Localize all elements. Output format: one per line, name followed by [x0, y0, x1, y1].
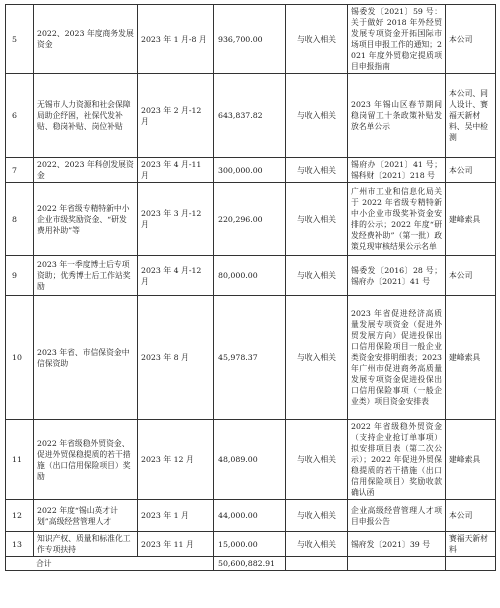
recipient-cell: 建峰索具: [446, 420, 496, 500]
row-number-cell: 9: [6, 256, 34, 296]
recipient-cell: 建峰索具: [446, 183, 496, 256]
project-name-cell: 2022、2023 年科创发展资金: [34, 158, 138, 183]
basis-document-cell: 2023 年锡山区春节期间稳岗留工十条政策补贴发放名单公示: [348, 74, 446, 158]
row-number-cell: 6: [6, 74, 34, 158]
relation-type-cell: 与收入相关: [286, 74, 348, 158]
total-amount: 50,600,882.91: [214, 557, 286, 571]
amount-cell: 15,000.00: [214, 532, 286, 557]
period-cell: 2023 年 4 月-12 月: [138, 256, 214, 296]
amount-cell: 220,296.00: [214, 183, 286, 256]
relation-type-cell: 与收入相关: [286, 256, 348, 296]
amount-cell: 936,700.00: [214, 5, 286, 74]
project-name-cell: 2023 年一季度博士后专项资助；优秀博士后工作站奖励: [34, 256, 138, 296]
basis-document-cell: 广州市工业和信息化局关于 2022 年省级专精特新中小企业市级奖补资金安排的公示；2022 年度“研发经费补助”（第一批）政策兑现审核结果公示名单: [348, 183, 446, 256]
total-row: [6, 557, 496, 571]
empty-cell: [348, 557, 446, 571]
amount-cell: 300,000.00: [214, 158, 286, 183]
project-name-cell: 2023 年省、市信保资金中信保资助: [34, 296, 138, 420]
table-row: [6, 5, 496, 74]
table-row: [6, 532, 496, 557]
relation-type-cell: 与收入相关: [286, 183, 348, 256]
table-row: [6, 158, 496, 183]
recipient-cell: 本公司、同人设计、赛福天新材料、吴中检测: [446, 74, 496, 158]
table-row: [6, 420, 496, 500]
recipient-cell: 赛福天新材料: [446, 532, 496, 557]
empty-cell: [446, 557, 496, 571]
row-number-cell: 12: [6, 500, 34, 532]
table-row: [6, 74, 496, 158]
period-cell: 2023 年 1 月: [138, 500, 214, 532]
relation-type-cell: 与收入相关: [286, 500, 348, 532]
recipient-cell: 建峰索具: [446, 296, 496, 420]
relation-type-cell: 与收入相关: [286, 5, 348, 74]
table-row: [6, 183, 496, 256]
project-name-cell: 2022 年度“锡山英才计划”高级经营管理人才: [34, 500, 138, 532]
relation-type-cell: 与收入相关: [286, 532, 348, 557]
table-row: [6, 500, 496, 532]
row-number-cell: 8: [6, 183, 34, 256]
relation-type-cell: 与收入相关: [286, 420, 348, 500]
basis-document-cell: 锡委发〔2016〕28 号；锡府办〔2021〕41 号: [348, 256, 446, 296]
basis-document-cell: 2023 年省促进经济高质量发展专项资金（促进外贸发展方向）促进投保出口信用保险项目一般企业类资金安排明细表；2023 年广州市促进商务高质量发展专项资金促进投保出口信用保险事项（一般企业类）项目资金安排表: [348, 296, 446, 420]
basis-document-cell: 锡委发〔2021〕59 号：关于做好 2018 年外经贸发展专项资金开拓国际市场项目申报工作的通知；2021 年度外贸稳定提质项目申报指南: [348, 5, 446, 74]
recipient-cell: 本公司: [446, 158, 496, 183]
row-number-cell: 5: [6, 5, 34, 74]
period-cell: 2023 年 11 月: [138, 532, 214, 557]
basis-document-cell: 2022 年省级稳外贸资金（支持企业抢订单事项）拟安排项目表（第二次公示）；2022 年促进外贸保稳提质的若干措施（出口信用保险项目）奖励收款确认函: [348, 420, 446, 500]
row-number-cell: 13: [6, 532, 34, 557]
project-name-cell: 无锡市人力资源和社会保障局助企纾困，社保代发补贴、稳岗补贴、岗位补贴: [34, 74, 138, 158]
period-cell: 2023 年 12 月: [138, 420, 214, 500]
project-name-cell: 知识产权、质量和标准化工作专项扶持: [34, 532, 138, 557]
project-name-cell: 2022、2023 年度商务发展资金: [34, 5, 138, 74]
recipient-cell: 本公司: [446, 5, 496, 74]
row-number-cell: 7: [6, 158, 34, 183]
subsidy-table: [5, 4, 496, 571]
basis-document-cell: 锡府办〔2021〕41 号；锡科财〔2021〕218 号: [348, 158, 446, 183]
row-number-cell: 11: [6, 420, 34, 500]
amount-cell: 48,089.00: [214, 420, 286, 500]
period-cell: 2023 年 8 月: [138, 296, 214, 420]
project-name-cell: 2022 年省级稳外贸资金、促进外贸保稳提质的若干措施（出口信用保险项目）奖励: [34, 420, 138, 500]
project-name-cell: 2022 年省级专精特新中小企业市级奖励资金、“研发费用补助”等: [34, 183, 138, 256]
period-cell: 2023 年 3 月-12 月: [138, 183, 214, 256]
relation-type-cell: 与收入相关: [286, 158, 348, 183]
amount-cell: 80,000.00: [214, 256, 286, 296]
amount-cell: 643,837.82: [214, 74, 286, 158]
period-cell: 2023 年 1 月-8 月: [138, 5, 214, 74]
basis-document-cell: 企业高级经营管理人才项目申报公告: [348, 500, 446, 532]
relation-type-cell: 与收入相关: [286, 296, 348, 420]
total-label: 合计: [6, 557, 214, 571]
period-cell: 2023 年 2 月-12 月: [138, 74, 214, 158]
row-number-cell: 10: [6, 296, 34, 420]
basis-document-cell: 锡府发〔2021〕39 号: [348, 532, 446, 557]
recipient-cell: 本公司: [446, 500, 496, 532]
recipient-cell: 本公司: [446, 256, 496, 296]
table-row: [6, 296, 496, 420]
period-cell: 2023 年 4 月-11 月: [138, 158, 214, 183]
empty-cell: [286, 557, 348, 571]
table-row: [6, 256, 496, 296]
amount-cell: 45,978.37: [214, 296, 286, 420]
amount-cell: 44,000.00: [214, 500, 286, 532]
